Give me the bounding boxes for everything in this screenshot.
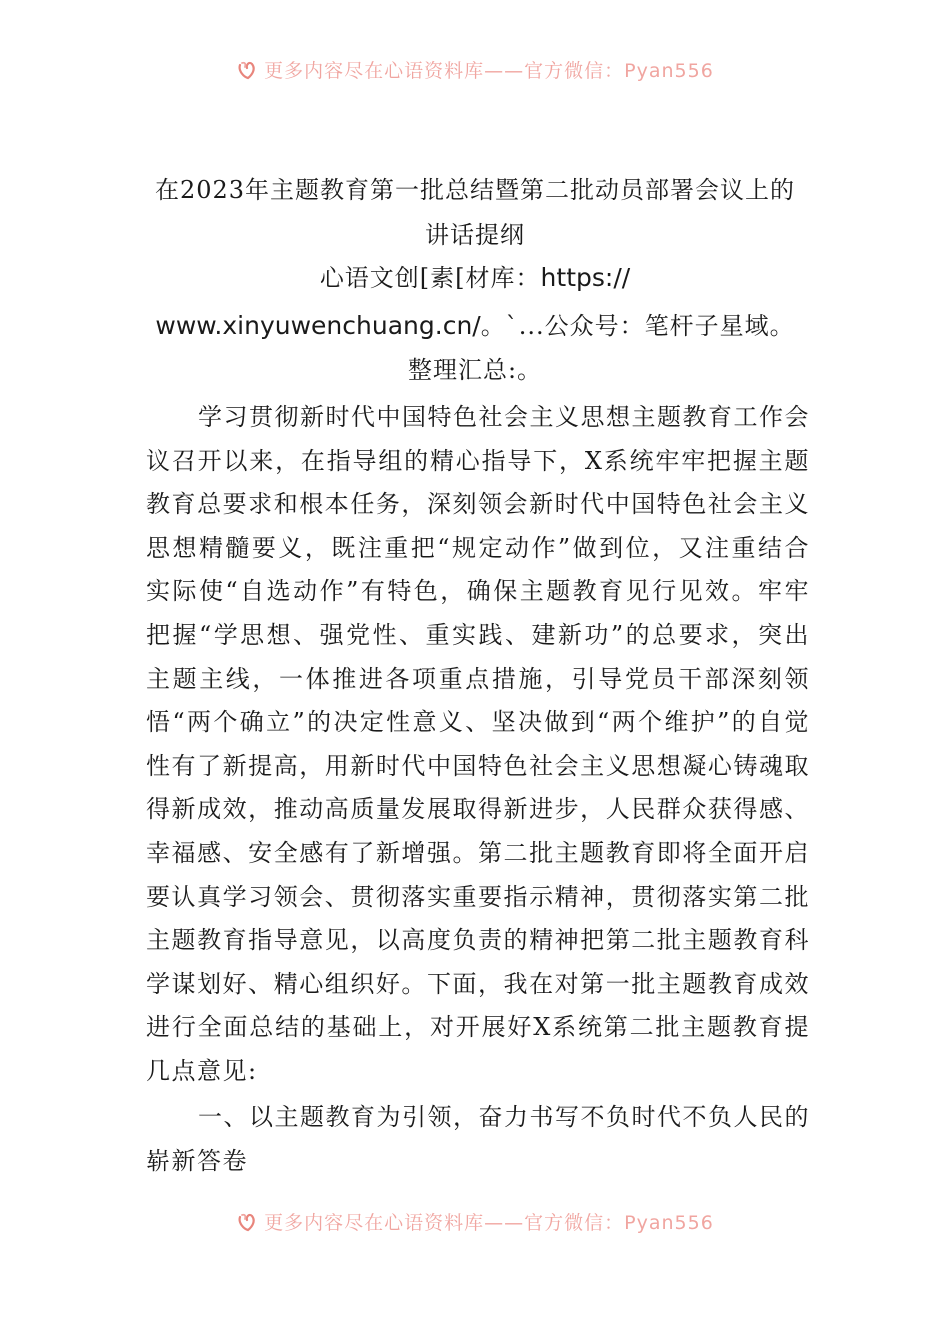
source-url-part2: www.xinyuwenchuang.cn/ xyxy=(155,311,481,340)
watermark-footer xyxy=(0,1208,950,1238)
watermark-text: 更多内容尽在心语资料库——官方微信：Pyan556 xyxy=(264,60,714,82)
document-title-line2: 讲话提纲 xyxy=(425,221,525,249)
source-suffix: 。`...公众号：笔杆子星域。 xyxy=(480,312,795,340)
document-title-line1: 在2023年主题教育第一批总结暨第二批动员部署会议上的 xyxy=(154,176,796,204)
body-paragraph: 学习贯彻新时代中国特色社会主义思想主题教育工作会议召开以来，在指导组的精心指导下，X系统牢牢把握主题教育总要求和根本任务，深刻领会新时代中国特色社会主义思想精髓要义，既注重把“规定动作”做到位，又注重结合实际使“自选动作”有特色，确保主题教育见行见效。牢牢把握“学思想、强党性、重实践、建新功”的总要求，突出主题主线，一体推进各项重点措施，引导党员干部深刻领悟“两个确立”的决定性意义、坚决做到“两个维护”的自觉性有了新提高，用新时代中国特色社会主义思想凝心铸魂取得新成效，推动高质量发展取得新进步，人民群众获得感、幸福感、安全感有了新增强。第二批主题教育即将全面开启要认真学习领会、贯彻落实重要指示精神，贯彻落实第二批主题教育指导意见，以高度负责的精神把第二批主题教育科学谋划好、精心组织好。下面，我在对第一批主题教育成效进行全面总结的基础上，对开展好X系统第二批主题教育提几点意见: xyxy=(146,403,810,1085)
watermark-text: 更多内容尽在心语资料库——官方微信：Pyan556 xyxy=(264,1212,714,1234)
source-line-1 xyxy=(120,254,830,302)
source-prefix: 心语文创[素[材库： xyxy=(319,264,541,292)
source-url-part1: https:// xyxy=(540,263,631,292)
watermark-header xyxy=(0,56,950,86)
source-line-2 xyxy=(120,302,830,350)
source-line-3: 整理汇总:。 xyxy=(407,356,543,384)
section-heading-paragraph: 一、以主题教育为引领，奋力书写不负时代不负人民的崭新答卷 xyxy=(146,1103,810,1175)
heart-swirl-icon xyxy=(236,59,258,81)
heart-swirl-icon xyxy=(236,1211,258,1233)
